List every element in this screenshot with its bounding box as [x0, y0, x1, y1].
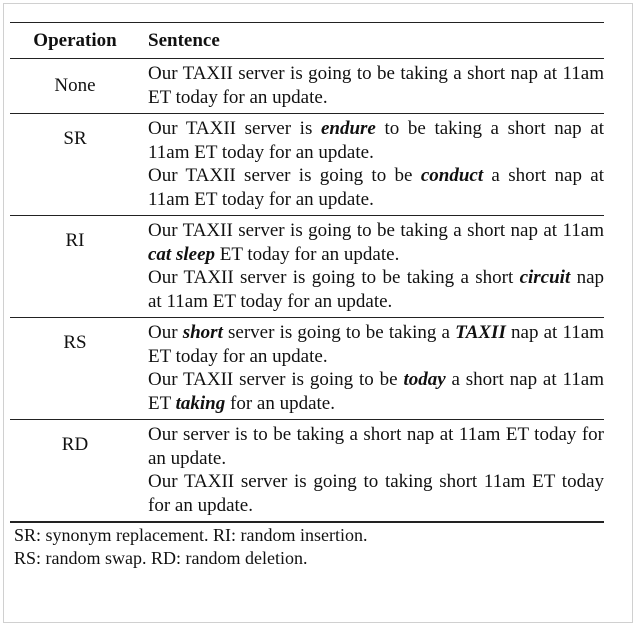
sentence: Our TAXII server is going to taking short 11am ET today for an update. — [148, 471, 604, 516]
table-row — [10, 114, 604, 215]
operation-cell: SR — [63, 128, 87, 149]
changed-word: short — [182, 322, 223, 343]
sentence: Our TAXII server is going to be taking a short nap at 11am ET today for an update. — [148, 63, 604, 108]
sentence-cell — [140, 423, 604, 517]
changed-word: taking — [175, 392, 226, 414]
table-row — [10, 318, 604, 419]
header-sentence: Sentence — [148, 29, 220, 51]
table-row — [10, 216, 604, 317]
sentence: Our server is to be taking a short nap at 11am ET today for an update. — [148, 424, 604, 469]
table-header — [10, 23, 604, 58]
sentence-cell — [140, 62, 604, 109]
operation-cell: RD — [61, 434, 89, 455]
operation-cell: RI — [65, 230, 85, 251]
changed-word: conduct — [420, 165, 484, 186]
sentence: Our TAXII server is endure to be taking a short nap at 11am ET today for an update. — [148, 118, 605, 163]
table-row — [10, 420, 604, 521]
table-row — [10, 59, 604, 113]
footnote-line-2: RS: random swap. RD: random deletion. — [14, 548, 308, 568]
sentence-cell — [140, 321, 604, 415]
changed-word: cat sleep — [148, 243, 216, 265]
header-operation: Operation — [33, 29, 117, 51]
sentence: Our TAXII server is going to be today a short nap at 11am ET taking for an update. — [148, 369, 604, 414]
sentence: Our TAXII server is going to be taking a short nap at 11am cat sleep ET today for an update. — [148, 220, 604, 265]
changed-word: circuit — [519, 267, 571, 288]
changed-word: today — [403, 369, 446, 390]
operation-cell: RS — [63, 332, 87, 353]
table-body — [10, 59, 604, 521]
sentence-cell — [140, 219, 604, 313]
augmentation-table — [10, 22, 604, 570]
changed-word: endure — [320, 118, 376, 139]
operation-cell: None — [54, 74, 96, 96]
changed-word: TAXII — [455, 322, 506, 343]
sentence: Our TAXII server is going to be conduct a short nap at 11am ET today for an update. — [148, 165, 605, 210]
sentence: Our TAXII server is going to be taking a short circuit nap at 11am ET today for an update. — [148, 267, 605, 312]
sentence-cell — [140, 117, 604, 211]
footnote — [10, 523, 604, 570]
footnote-line-1: SR: synonym replacement. RI: random insertion. — [14, 525, 368, 545]
sentence: Our short server is going to be taking a TAXII nap at 11am ET today for an update. — [148, 322, 604, 367]
